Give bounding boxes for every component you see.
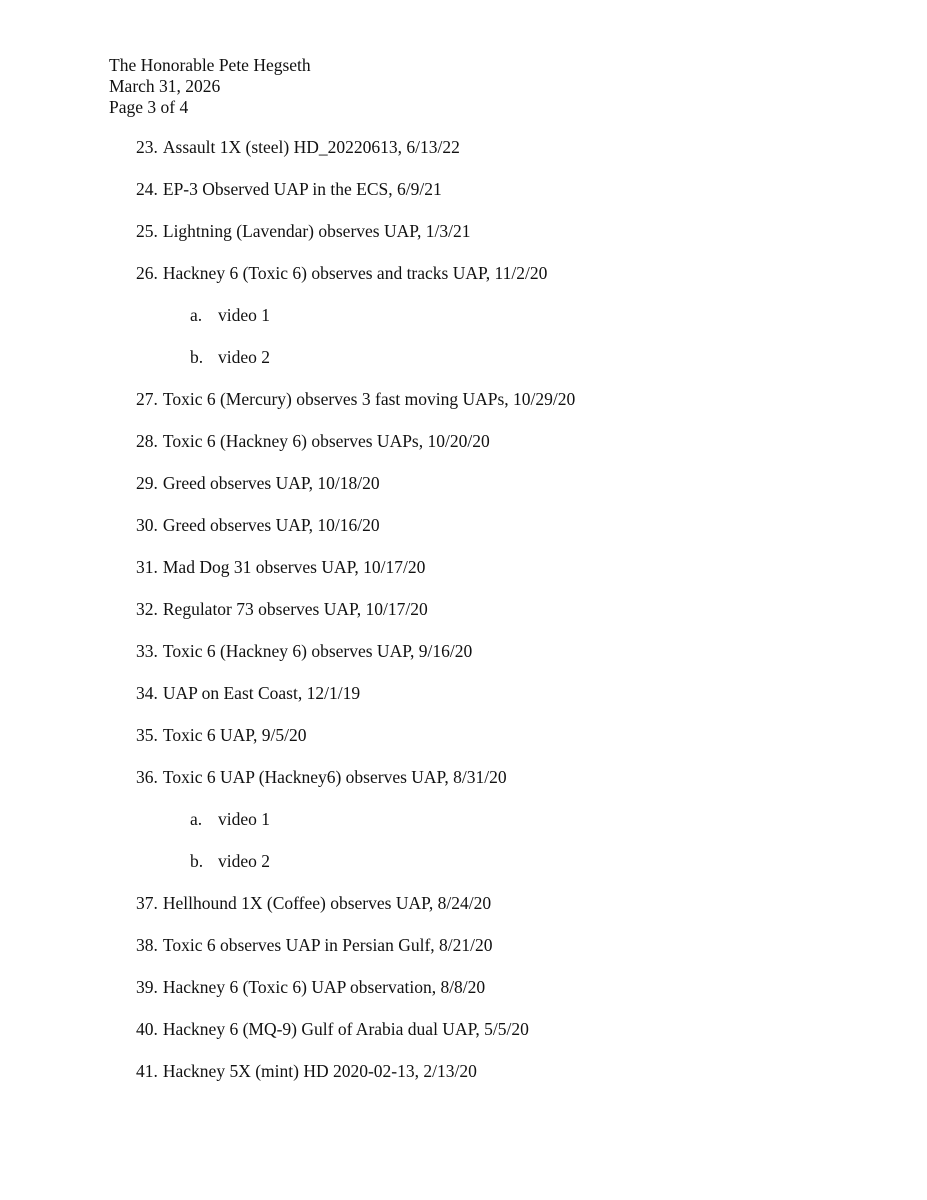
list-item-marker: b. xyxy=(190,347,204,367)
list-item-text: Toxic 6 (Hackney 6) observes UAPs, 10/20/20 xyxy=(162,431,490,451)
list-item-marker: 39. xyxy=(136,977,158,997)
list-item xyxy=(136,388,575,410)
list-item xyxy=(136,430,490,452)
list-item-marker: 23. xyxy=(136,137,158,157)
list-item-text: Greed observes UAP, 10/18/20 xyxy=(162,473,380,493)
list-item-text: video 2 xyxy=(218,851,271,871)
list-item-text: Hackney 6 (Toxic 6) observes and tracks UAP, 11/2/20 xyxy=(162,263,548,283)
sub-list-item xyxy=(190,304,270,326)
list-item xyxy=(136,178,442,200)
list-item-marker: a. xyxy=(190,809,203,829)
page-number-line: Page 3 of 4 xyxy=(109,97,189,117)
list-item-text: EP-3 Observed UAP in the ECS, 6/9/21 xyxy=(162,179,442,199)
list-item-marker: 30. xyxy=(136,515,158,535)
list-item-text: Lightning (Lavendar) observes UAP, 1/3/21 xyxy=(162,221,471,241)
sub-list-item xyxy=(190,850,270,872)
list-item-text: Greed observes UAP, 10/16/20 xyxy=(162,515,380,535)
list-item-marker: 34. xyxy=(136,683,158,703)
list-item xyxy=(136,136,460,158)
list-item-marker: 37. xyxy=(136,893,158,913)
list-item-text: Toxic 6 UAP, 9/5/20 xyxy=(162,725,307,745)
list-item-marker: 33. xyxy=(136,641,158,661)
list-item-text: video 2 xyxy=(218,347,271,367)
list-item-marker: 26. xyxy=(136,263,158,283)
list-item-text: Toxic 6 UAP (Hackney6) observes UAP, 8/31/20 xyxy=(162,767,507,787)
list-item xyxy=(136,598,428,620)
list-item-marker: 29. xyxy=(136,473,158,493)
list-item xyxy=(136,892,491,914)
list-item xyxy=(136,976,485,998)
list-item-text: Regulator 73 observes UAP, 10/17/20 xyxy=(162,599,428,619)
list-item xyxy=(136,682,360,704)
list-item-marker: 28. xyxy=(136,431,158,451)
list-item xyxy=(136,556,425,578)
list-item-text: Hackney 6 (Toxic 6) UAP observation, 8/8/20 xyxy=(162,977,486,997)
list-item xyxy=(136,220,471,242)
list-item-marker: 40. xyxy=(136,1019,158,1039)
list-item xyxy=(136,1060,477,1082)
list-item-text: Toxic 6 (Mercury) observes 3 fast moving UAPs, 10/29/20 xyxy=(162,389,576,409)
list-item-text: video 1 xyxy=(218,305,271,325)
list-item-marker: 25. xyxy=(136,221,158,241)
list-item xyxy=(136,766,507,788)
list-item-text: UAP on East Coast, 12/1/19 xyxy=(162,683,361,703)
list-item-text: Hellhound 1X (Coffee) observes UAP, 8/24/20 xyxy=(162,893,492,913)
date-line: March 31, 2026 xyxy=(109,76,221,96)
recipient-line: The Honorable Pete Hegseth xyxy=(109,55,311,75)
sub-list-item xyxy=(190,808,270,830)
list-item-marker: 24. xyxy=(136,179,158,199)
list-item xyxy=(136,262,547,284)
sub-list-item xyxy=(190,346,270,368)
list-item-marker: 31. xyxy=(136,557,158,577)
list-item-text: Mad Dog 31 observes UAP, 10/17/20 xyxy=(162,557,426,577)
list-item xyxy=(136,472,380,494)
list-item xyxy=(136,724,307,746)
list-item-text: video 1 xyxy=(218,809,271,829)
list-item-text: Hackney 5X (mint) HD 2020-02-13, 2/13/20 xyxy=(162,1061,477,1081)
letter-header xyxy=(109,55,311,118)
list-item-text: Toxic 6 observes UAP in Persian Gulf, 8/21/20 xyxy=(162,935,493,955)
list-item xyxy=(136,514,380,536)
list-item-marker: 41. xyxy=(136,1061,158,1081)
list-item-marker: b. xyxy=(190,851,204,871)
list-item-marker: a. xyxy=(190,305,203,325)
list-item-text: Toxic 6 (Hackney 6) observes UAP, 9/16/20 xyxy=(162,641,473,661)
list-item xyxy=(136,934,493,956)
list-item-marker: 35. xyxy=(136,725,158,745)
list-item-text: Hackney 6 (MQ-9) Gulf of Arabia dual UAP, 5/5/20 xyxy=(162,1019,529,1039)
list-item xyxy=(136,1018,529,1040)
list-item-marker: 27. xyxy=(136,389,158,409)
list-item-marker: 36. xyxy=(136,767,158,787)
list-item-text: Assault 1X (steel) HD_20220613, 6/13/22 xyxy=(162,137,460,157)
list-item xyxy=(136,640,472,662)
list-item-marker: 38. xyxy=(136,935,158,955)
list-item-marker: 32. xyxy=(136,599,158,619)
